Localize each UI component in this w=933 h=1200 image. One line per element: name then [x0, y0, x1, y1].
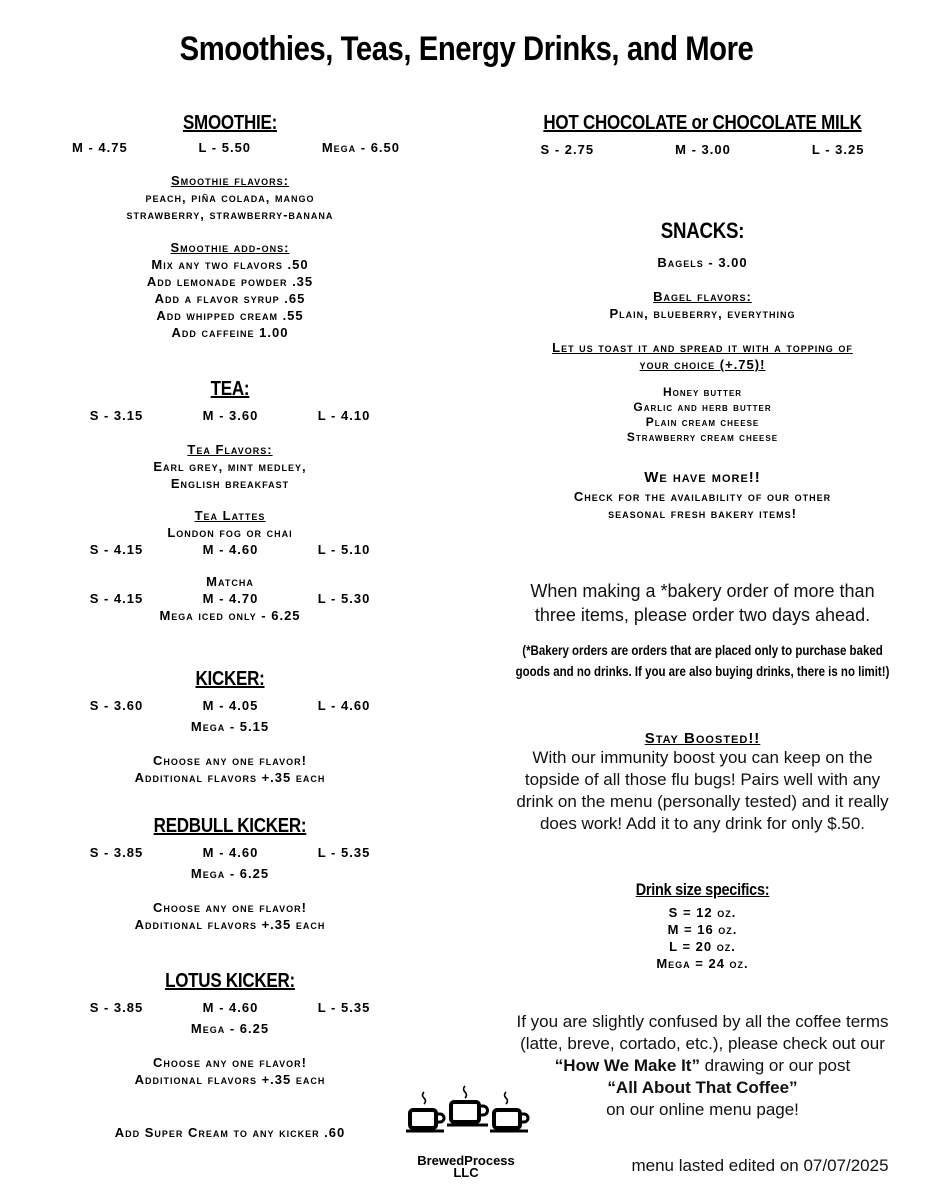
all-about-that-coffee: “All About That Coffee” [607, 1078, 798, 1097]
price-s: S - 3.85 [89, 1000, 144, 1015]
price-m: M - 4.05 [202, 698, 259, 713]
hot-chocolate-heading: HOT CHOCOLATE or CHOCOLATE MILK [543, 112, 862, 134]
matcha-prices [60, 590, 400, 607]
size-item: L = 20 oz. [669, 939, 736, 954]
redbull-section [60, 815, 400, 933]
tea-flavors-label: Tea Flavors: [187, 442, 273, 457]
topping-item: Strawberry cream cheese [626, 430, 779, 444]
size-item: S = 12 oz. [668, 905, 737, 920]
price-l: L - 5.35 [317, 845, 371, 860]
price-m: M - 4.70 [202, 591, 259, 606]
smoothie-flavors-label: Smoothie flavors: [171, 173, 289, 188]
smoothie-addons-label: Smoothie add-ons: [170, 240, 290, 255]
bakery-line-2: three items, please order two days ahead. [534, 605, 871, 625]
bakery-line-1: When making a *bakery order of more than [530, 581, 875, 601]
price-s: S - 4.15 [89, 542, 144, 557]
lotus-mega: Mega - 6.25 [190, 1021, 270, 1036]
lotus-note-1: Choose any one flavor! [153, 1055, 307, 1070]
matcha-note: Mega iced only - 6.25 [159, 608, 301, 623]
price-m: M - 3.00 [675, 142, 731, 157]
page-title: Smoothies, Teas, Energy Drinks, and More [179, 30, 754, 68]
toppings-list [500, 385, 905, 445]
tea-lattes-desc: London fog or chai [167, 525, 293, 540]
bakery-order-section [500, 579, 905, 627]
terms-line-3 [500, 1055, 905, 1077]
boost-line: does work! Add it to any drink for only $.50. [539, 814, 866, 833]
price-l: L - 4.10 [317, 408, 371, 423]
boost-line: drink on the menu (personally tested) and it really [516, 792, 889, 811]
price-s: S - 4.15 [89, 591, 144, 606]
price-s: S - 3.60 [89, 698, 144, 713]
price-l: L - 5.10 [317, 542, 371, 557]
logo-llc: LLC [453, 1165, 479, 1180]
toast-offer-2: your choice (+.75)! [639, 357, 766, 372]
kicker-section [60, 668, 400, 786]
topping-item: Garlic and herb butter [633, 400, 772, 414]
smoothie-section [60, 112, 400, 341]
topping-item: Honey butter [662, 385, 743, 399]
boost-section [500, 730, 905, 835]
terms-line-3-rest: drawing or our post [699, 1056, 851, 1075]
lotus-prices [60, 999, 400, 1016]
tea-flavors-2: English breakfast [170, 476, 290, 491]
hot-chocolate-prices [500, 141, 905, 158]
smoothie-heading: SMOOTHIE: [182, 112, 278, 134]
more-heading: We have more!! [644, 469, 761, 486]
kicker-prices [60, 697, 400, 714]
price-m: M - 4.60 [202, 845, 259, 860]
price-m: M - 4.60 [202, 542, 259, 557]
addon-item: Mix any two flavors .50 [151, 257, 309, 272]
boost-line: topside of all those flu bugs! Pairs well with any [524, 770, 881, 789]
price-m: M - 4.75 [72, 140, 128, 155]
terms-line-5: on our online menu page! [606, 1100, 799, 1119]
toast-offer-1: Let us toast it and spread it with a topping of [552, 340, 853, 355]
addon-item: Add whipped cream .55 [156, 308, 304, 323]
tea-lattes-label: Tea Lattes [194, 508, 266, 523]
bakery-note [470, 640, 933, 682]
price-m: M - 4.60 [202, 1000, 259, 1015]
tea-flavors-1: Earl grey, mint medley, [153, 459, 307, 474]
kicker-note-1: Choose any one flavor! [153, 753, 307, 768]
price-l: L - 4.60 [317, 698, 371, 713]
sizes-section [500, 880, 905, 972]
topping-item: Plain cream cheese [645, 415, 760, 429]
price-l: L - 3.25 [811, 142, 865, 157]
smoothie-prices [60, 139, 400, 156]
price-l: L - 5.35 [317, 1000, 371, 1015]
bakery-note-2: goods and no drinks. If you are also buying drinks, there is no limit!) [515, 663, 890, 679]
price-s: S - 3.15 [89, 408, 144, 423]
how-we-make-it: “How We Make It” [554, 1056, 700, 1075]
bagel-flavors-label: Bagel flavors: [653, 289, 752, 304]
matcha-label: Matcha [206, 574, 254, 589]
tea-lattes-prices [60, 541, 400, 558]
size-item: Mega = 24 oz. [656, 956, 749, 971]
kicker-mega: Mega - 5.15 [190, 719, 270, 734]
price-mega: Mega - 6.50 [321, 140, 400, 155]
more-line-3: seasonal fresh bakery items! [608, 506, 797, 521]
boost-line: With our immunity boost you can keep on the [532, 748, 873, 767]
kicker-heading: KICKER: [195, 668, 265, 690]
redbull-heading: REDBULL KICKER: [153, 815, 307, 837]
hot-chocolate-section [500, 112, 905, 158]
smoothie-flavors-1: peach, piña colada, mango [145, 190, 315, 205]
bakery-note-1: (*Bakery orders are orders that are placed only to purchase baked [522, 642, 883, 658]
redbull-prices [60, 844, 400, 861]
tea-section [60, 378, 400, 624]
addon-item: Add a flavor syrup .65 [154, 291, 306, 306]
bagels-price: Bagels - 3.00 [657, 255, 748, 270]
coffee-terms-section [500, 1011, 905, 1121]
bagel-flavors: Plain, blueberry, everything [609, 306, 796, 321]
price-l: L - 5.50 [198, 140, 252, 155]
redbull-note-2: Additional flavors +.35 each [134, 917, 326, 932]
snacks-section [500, 218, 905, 522]
price-s: S - 3.85 [89, 845, 144, 860]
size-item: M = 16 oz. [667, 922, 738, 937]
terms-line-1: If you are slightly confused by all the coffee terms [516, 1012, 889, 1031]
addon-item: Add caffeine 1.00 [171, 325, 289, 340]
terms-line-2: (latte, breve, cortado, etc.), please check out our [520, 1034, 885, 1053]
boost-heading: Stay Boosted!! [644, 730, 761, 747]
super-cream-note: Add Super Cream to any kicker .60 [114, 1125, 346, 1140]
kicker-note-2: Additional flavors +.35 each [134, 770, 326, 785]
lotus-heading: LOTUS KICKER: [165, 970, 295, 992]
logo-name: BrewedProcess [417, 1153, 515, 1168]
smoothie-flavors-2: strawberry, strawberry-banana [126, 207, 334, 222]
redbull-mega: Mega - 6.25 [190, 866, 270, 881]
more-line-2: Check for the availability of our other [573, 489, 832, 504]
price-s: S - 2.75 [540, 142, 595, 157]
sizes-heading: Drink size specifics: [635, 880, 770, 899]
lotus-section [60, 970, 400, 1088]
last-edited: menu lasted edited on 07/07/2025 [631, 1156, 889, 1175]
addon-item: Add lemonade powder .35 [146, 274, 314, 289]
price-m: M - 3.60 [202, 408, 259, 423]
lotus-note-2: Additional flavors +.35 each [134, 1072, 326, 1087]
tea-heading: TEA: [210, 378, 250, 400]
redbull-note-1: Choose any one flavor! [153, 900, 307, 915]
price-l: L - 5.30 [317, 591, 371, 606]
snacks-heading: SNACKS: [660, 218, 745, 243]
tea-prices [60, 407, 400, 424]
